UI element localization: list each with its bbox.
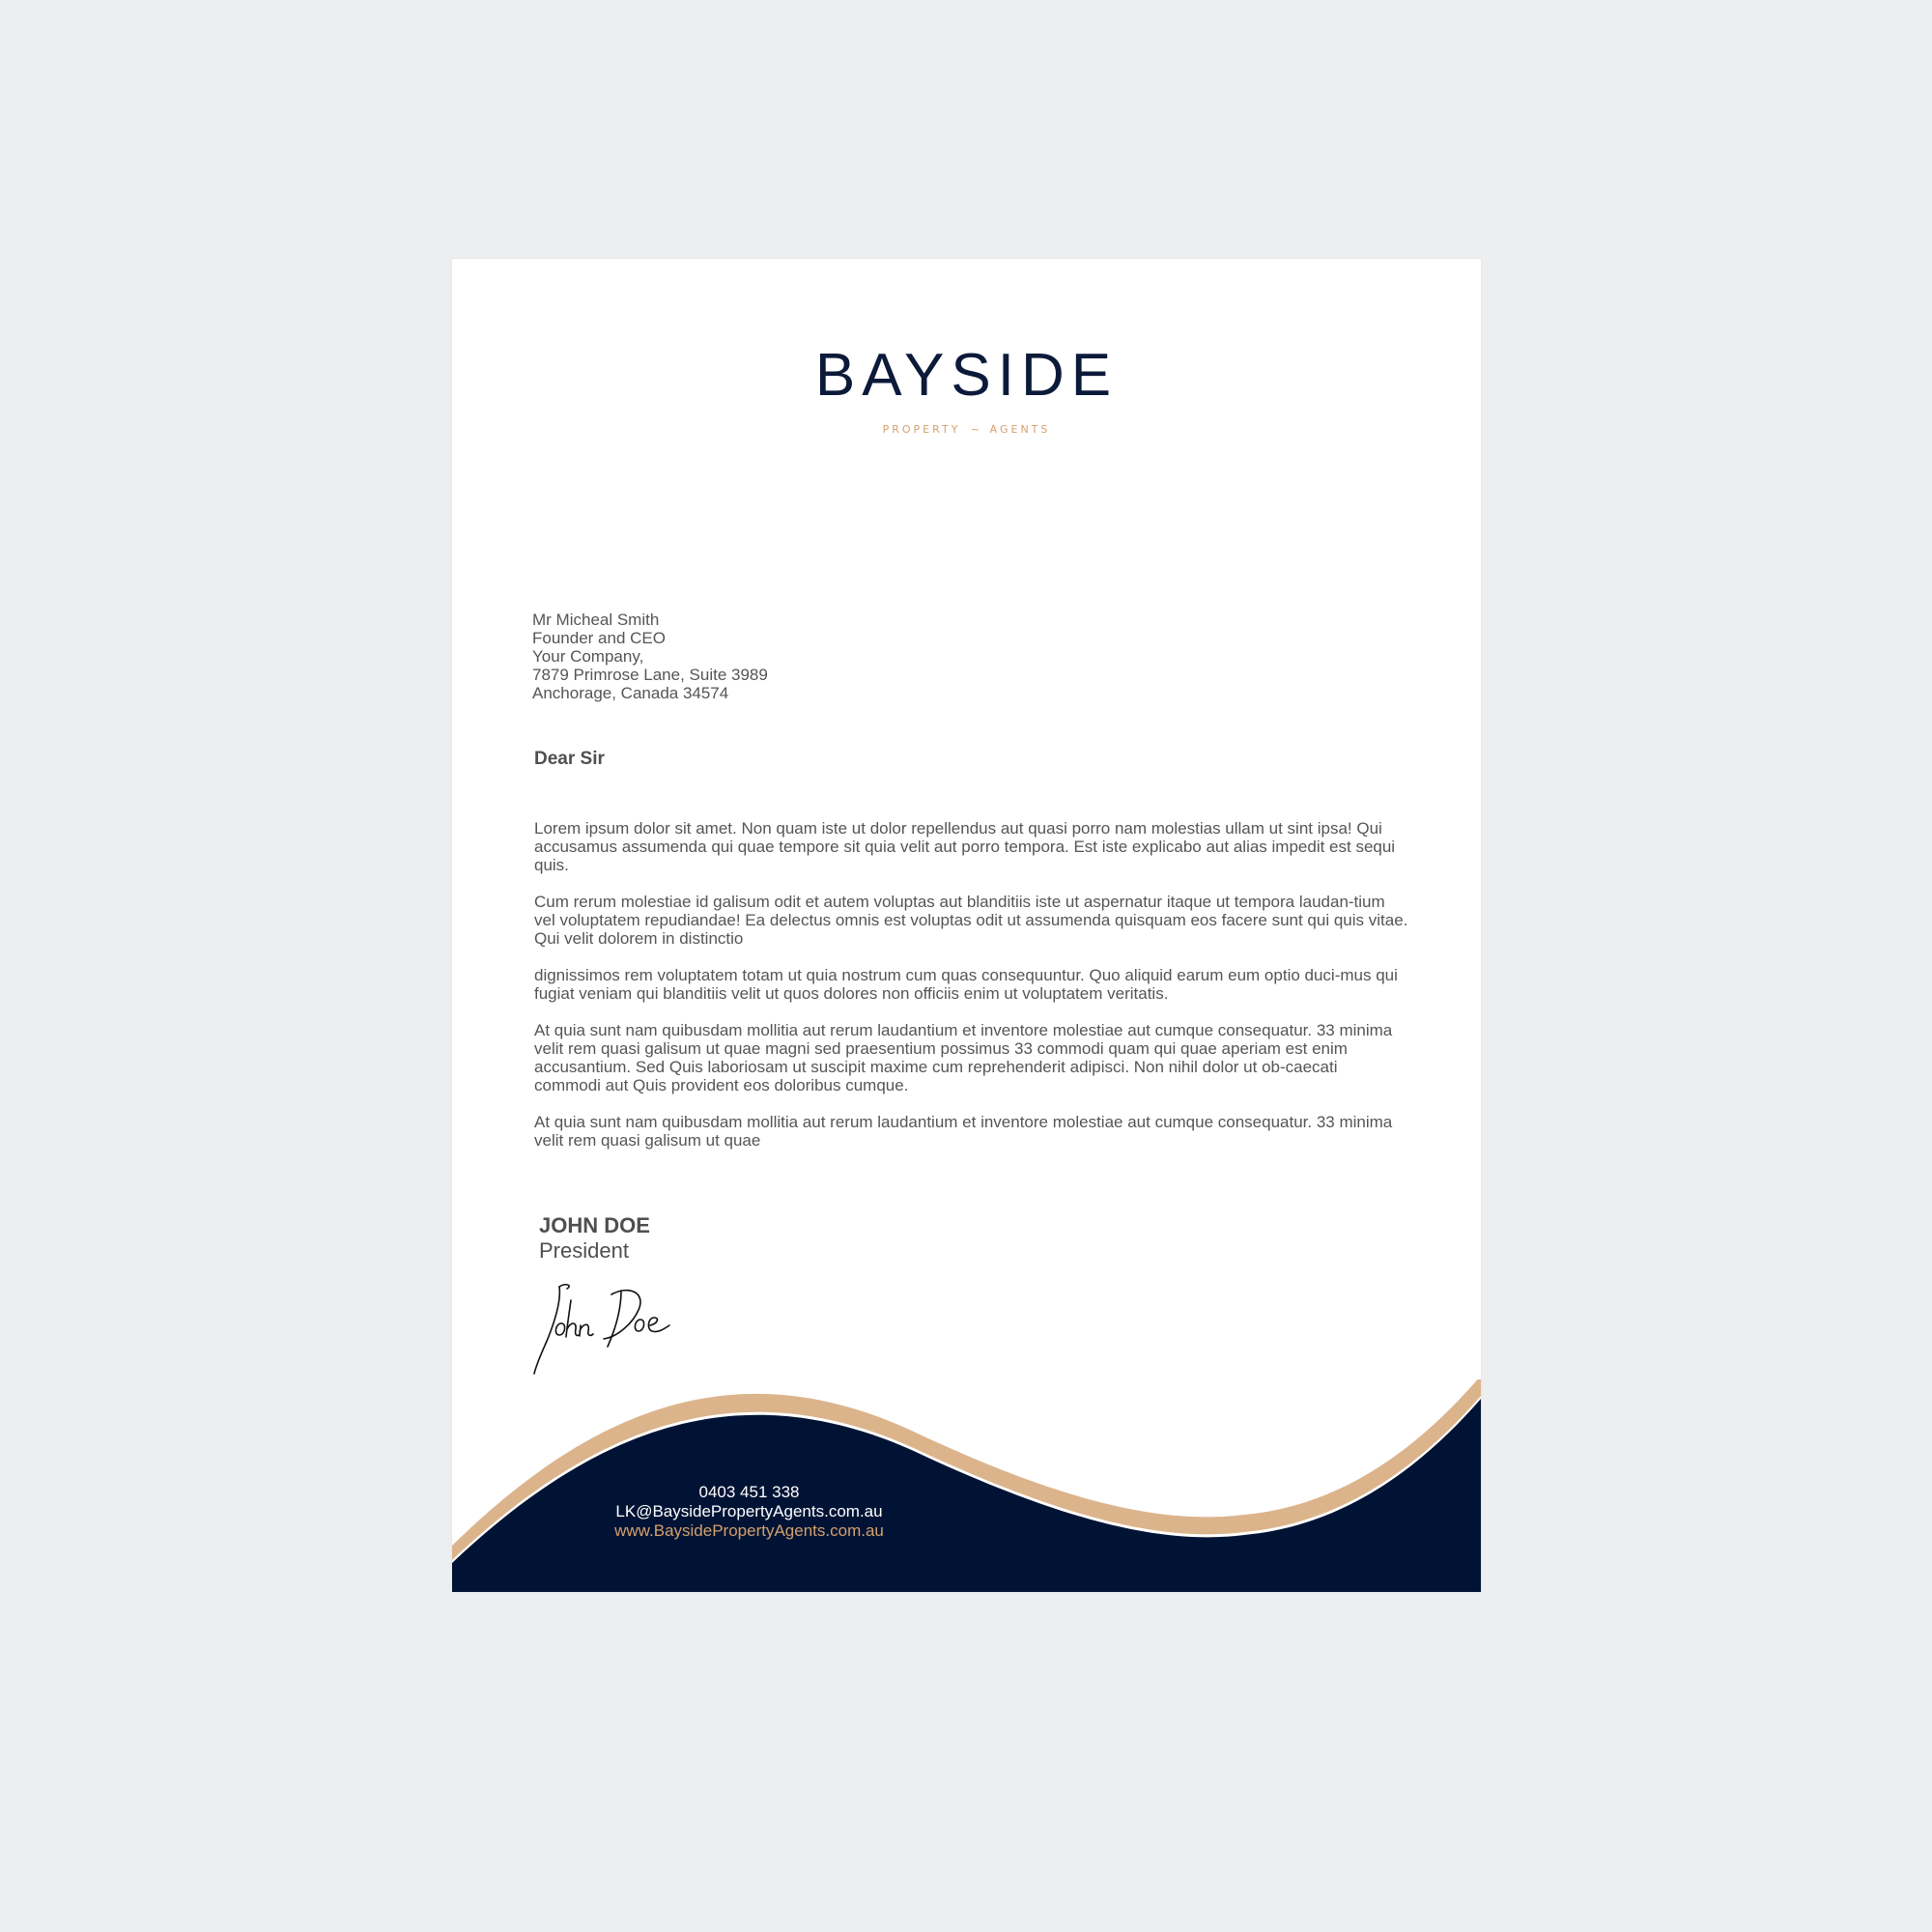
logo-tagline-right: AGENTS bbox=[989, 423, 1051, 436]
recipient-address-line1: 7879 Primrose Lane, Suite 3989 bbox=[532, 666, 768, 684]
letter-body bbox=[534, 819, 1408, 1168]
company-logo bbox=[452, 342, 1481, 436]
recipient-address-line2: Anchorage, Canada 34574 bbox=[532, 684, 729, 702]
signer-block bbox=[539, 1213, 650, 1264]
body-paragraph: dignissimos rem voluptatem totam ut quia nostrum cum quas consequuntur. Quo aliquid earum eum optio duci-mus qui fugiat veniam qui blanditiis velit ut quos dolores non officiis enim ut voluptatem veritatis. bbox=[534, 966, 1398, 1003]
footer-phone: 0403 451 338 bbox=[698, 1483, 800, 1501]
recipient-name: Mr Micheal Smith bbox=[532, 611, 660, 629]
handwritten-signature bbox=[532, 1281, 696, 1378]
body-paragraph: Cum rerum molestiae id galisum odit et autem voluptas aut blanditiis iste ut aspernatur itaque ut tempora laudan-tium vel voluptatem repudiandae! Ea delectus omnis est voluptas odit ut assumenda quisquam eos facere sunt qui quis vitae. Qui velit dolorem in distinctio bbox=[534, 893, 1408, 948]
footer-contact-block bbox=[602, 1483, 896, 1541]
logo-wordmark: BAYSIDE bbox=[814, 342, 1119, 409]
body-paragraph: At quia sunt nam quibusdam mollitia aut rerum laudantium et inventore molestiae aut cumque consequatur. 33 minima velit rem quasi galisum ut quae magni sed praesentium possimus 33 commodi quam qui quae aperiam est enim accusantium. Sed Quis laboriosam ut suscipit maxime cum reprehenderit adipisci. Non nihil dolor ut ob-caecati commodi aut Quis provident eos doloribus cumque. bbox=[534, 1021, 1393, 1094]
signer-name: JOHN DOE bbox=[539, 1213, 650, 1237]
body-paragraph: At quia sunt nam quibusdam mollitia aut rerum laudantium et inventore molestiae aut cumque consequatur. 33 minima velit rem quasi galisum ut quae bbox=[534, 1113, 1393, 1150]
footer-website-link[interactable]: www.BaysidePropertyAgents.com.au bbox=[614, 1521, 884, 1540]
salutation: Dear Sir bbox=[534, 749, 605, 769]
body-paragraph: Lorem ipsum dolor sit amet. Non quam iste ut dolor repellendus aut quasi porro nam molestias ullam ut sint ipsa! Qui accusamus assumenda qui quae tempore sit quia velit aut porro tempora. Est iste explicabo aut alias impedit est sequi quis. bbox=[534, 819, 1396, 874]
recipient-company: Your Company, bbox=[532, 647, 644, 666]
wave-tilde-icon: ~ bbox=[970, 423, 980, 436]
recipient-title: Founder and CEO bbox=[532, 629, 666, 647]
footer-email-link[interactable]: LK@BaysidePropertyAgents.com.au bbox=[615, 1502, 883, 1520]
signer-title: President bbox=[539, 1238, 629, 1263]
logo-tagline-left: PROPERTY bbox=[882, 423, 961, 436]
logo-tagline bbox=[452, 423, 1481, 436]
recipient-address-block bbox=[532, 611, 768, 702]
letterhead-page bbox=[452, 259, 1481, 1592]
